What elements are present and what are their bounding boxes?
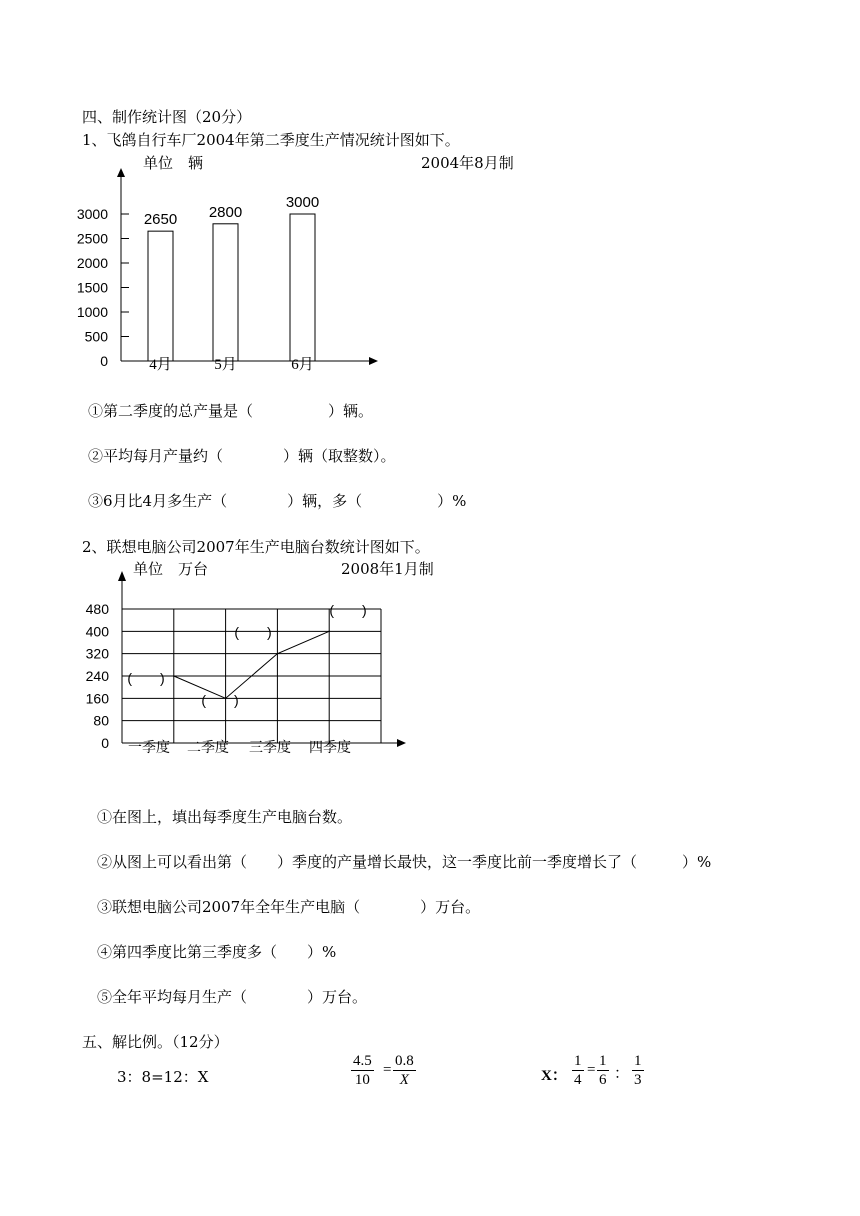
y-tick-label: 400 bbox=[85, 623, 109, 640]
colon: ： bbox=[614, 1066, 630, 1082]
y-tick-label: 2500 bbox=[76, 230, 108, 247]
denominator: 10 bbox=[354, 1072, 370, 1088]
q1-question-1: ①第二季度的总产量是（ ）辆。 bbox=[88, 402, 374, 420]
data-point bbox=[277, 653, 279, 655]
x-axis-arrow bbox=[397, 739, 406, 747]
x-category-label: 三季度 bbox=[249, 741, 291, 756]
q1-question-3: ③6月比4月多生产（ ）辆，多（ ）% bbox=[88, 492, 467, 510]
bar-value-label: 3000 bbox=[285, 194, 320, 211]
q2-question-4: ④第四季度比第三季度多（ ）% bbox=[97, 943, 337, 961]
q1-question-2: ②平均每月产量约（ ）辆（取整数）。 bbox=[88, 447, 396, 465]
numerator: 1 bbox=[599, 1053, 607, 1069]
numerator: 1 bbox=[574, 1053, 582, 1069]
y-tick-label: 500 bbox=[84, 328, 108, 345]
y-tick-label: 1500 bbox=[76, 279, 108, 296]
y-tick-label: 2000 bbox=[76, 255, 108, 271]
bar-value-label: 2650 bbox=[143, 211, 178, 229]
q2-question-3: ③联想电脑公司2007年全年生产电脑（ ）万台。 bbox=[97, 898, 481, 916]
chart-2-date: 2008年1月制 bbox=[341, 560, 434, 578]
proportion-3-fraction-3 bbox=[632, 1052, 644, 1089]
q2-question-2: ②从图上可以看出第（ ）季度的产量增长最快，这一季度比前一季度增长了（ ）% bbox=[97, 853, 712, 871]
equals-sign: = bbox=[587, 1062, 596, 1078]
y-tick-label: 480 bbox=[85, 601, 109, 617]
proportion-3-fraction-1 bbox=[572, 1052, 584, 1089]
x-category-label: 二季度 bbox=[187, 741, 229, 756]
chart-1-date: 2004年8月制 bbox=[421, 154, 514, 172]
y-axis-arrow bbox=[118, 571, 126, 581]
proportion-1: 3：8=12：X bbox=[117, 1068, 209, 1086]
blank-label: ( ) bbox=[127, 670, 165, 686]
y-tick-label: 240 bbox=[85, 668, 109, 684]
question-2-title: 2、联想电脑公司2007年生产电脑台数统计图如下。 bbox=[82, 538, 430, 556]
blank-label: ( ) bbox=[329, 602, 367, 618]
denominator: 4 bbox=[574, 1072, 582, 1088]
q2-question-1: ①在图上，填出每季度生产电脑台数。 bbox=[97, 808, 353, 826]
proportion-3-lead: X： bbox=[541, 1068, 567, 1084]
equals-sign: = bbox=[383, 1062, 392, 1078]
y-tick-label: 80 bbox=[93, 712, 109, 729]
x-category-label: 5月 bbox=[214, 357, 237, 373]
proportion-3-fraction-2 bbox=[597, 1052, 609, 1089]
proportion-2-right-fraction bbox=[393, 1052, 416, 1089]
blank-label: ( ) bbox=[201, 692, 239, 708]
y-tick-label: 1000 bbox=[76, 304, 108, 320]
chart-2-unit: 单位 万台 bbox=[133, 560, 209, 578]
numerator: 0.8 bbox=[395, 1053, 414, 1069]
y-tick-label: 0 bbox=[100, 353, 108, 369]
denominator: X bbox=[399, 1072, 409, 1088]
numerator: 1 bbox=[634, 1053, 642, 1069]
x-category-label: 四季度 bbox=[309, 741, 351, 756]
question-1-title: 1、飞鸽自行车厂2004年第二季度生产情况统计图如下。 bbox=[82, 131, 460, 149]
bar-value-label: 2800 bbox=[208, 203, 243, 221]
chart-1-unit: 单位 辆 bbox=[143, 154, 204, 172]
y-tick-label: 160 bbox=[85, 690, 109, 707]
series-line bbox=[174, 631, 329, 698]
numerator: 4.5 bbox=[353, 1053, 372, 1069]
y-tick-label: 3000 bbox=[76, 206, 108, 222]
data-point bbox=[328, 631, 330, 633]
section-5-title: 五、解比例。（12分） bbox=[82, 1033, 229, 1051]
denominator: 3 bbox=[634, 1072, 642, 1088]
proportion-2-left-fraction bbox=[351, 1052, 374, 1089]
y-tick-label: 0 bbox=[101, 735, 109, 751]
x-category-label: 一季度 bbox=[128, 741, 170, 756]
q2-question-5: ⑤全年平均每月生产（ ）万台。 bbox=[97, 988, 368, 1006]
denominator: 6 bbox=[599, 1072, 607, 1088]
blank-label: ( ) bbox=[234, 624, 272, 640]
data-point bbox=[173, 675, 175, 677]
section-4-title: 四、制作统计图（20分） bbox=[82, 108, 252, 126]
x-category-label: 6月 bbox=[291, 357, 314, 373]
y-tick-label: 320 bbox=[85, 645, 109, 662]
x-category-label: 4月 bbox=[149, 357, 172, 373]
